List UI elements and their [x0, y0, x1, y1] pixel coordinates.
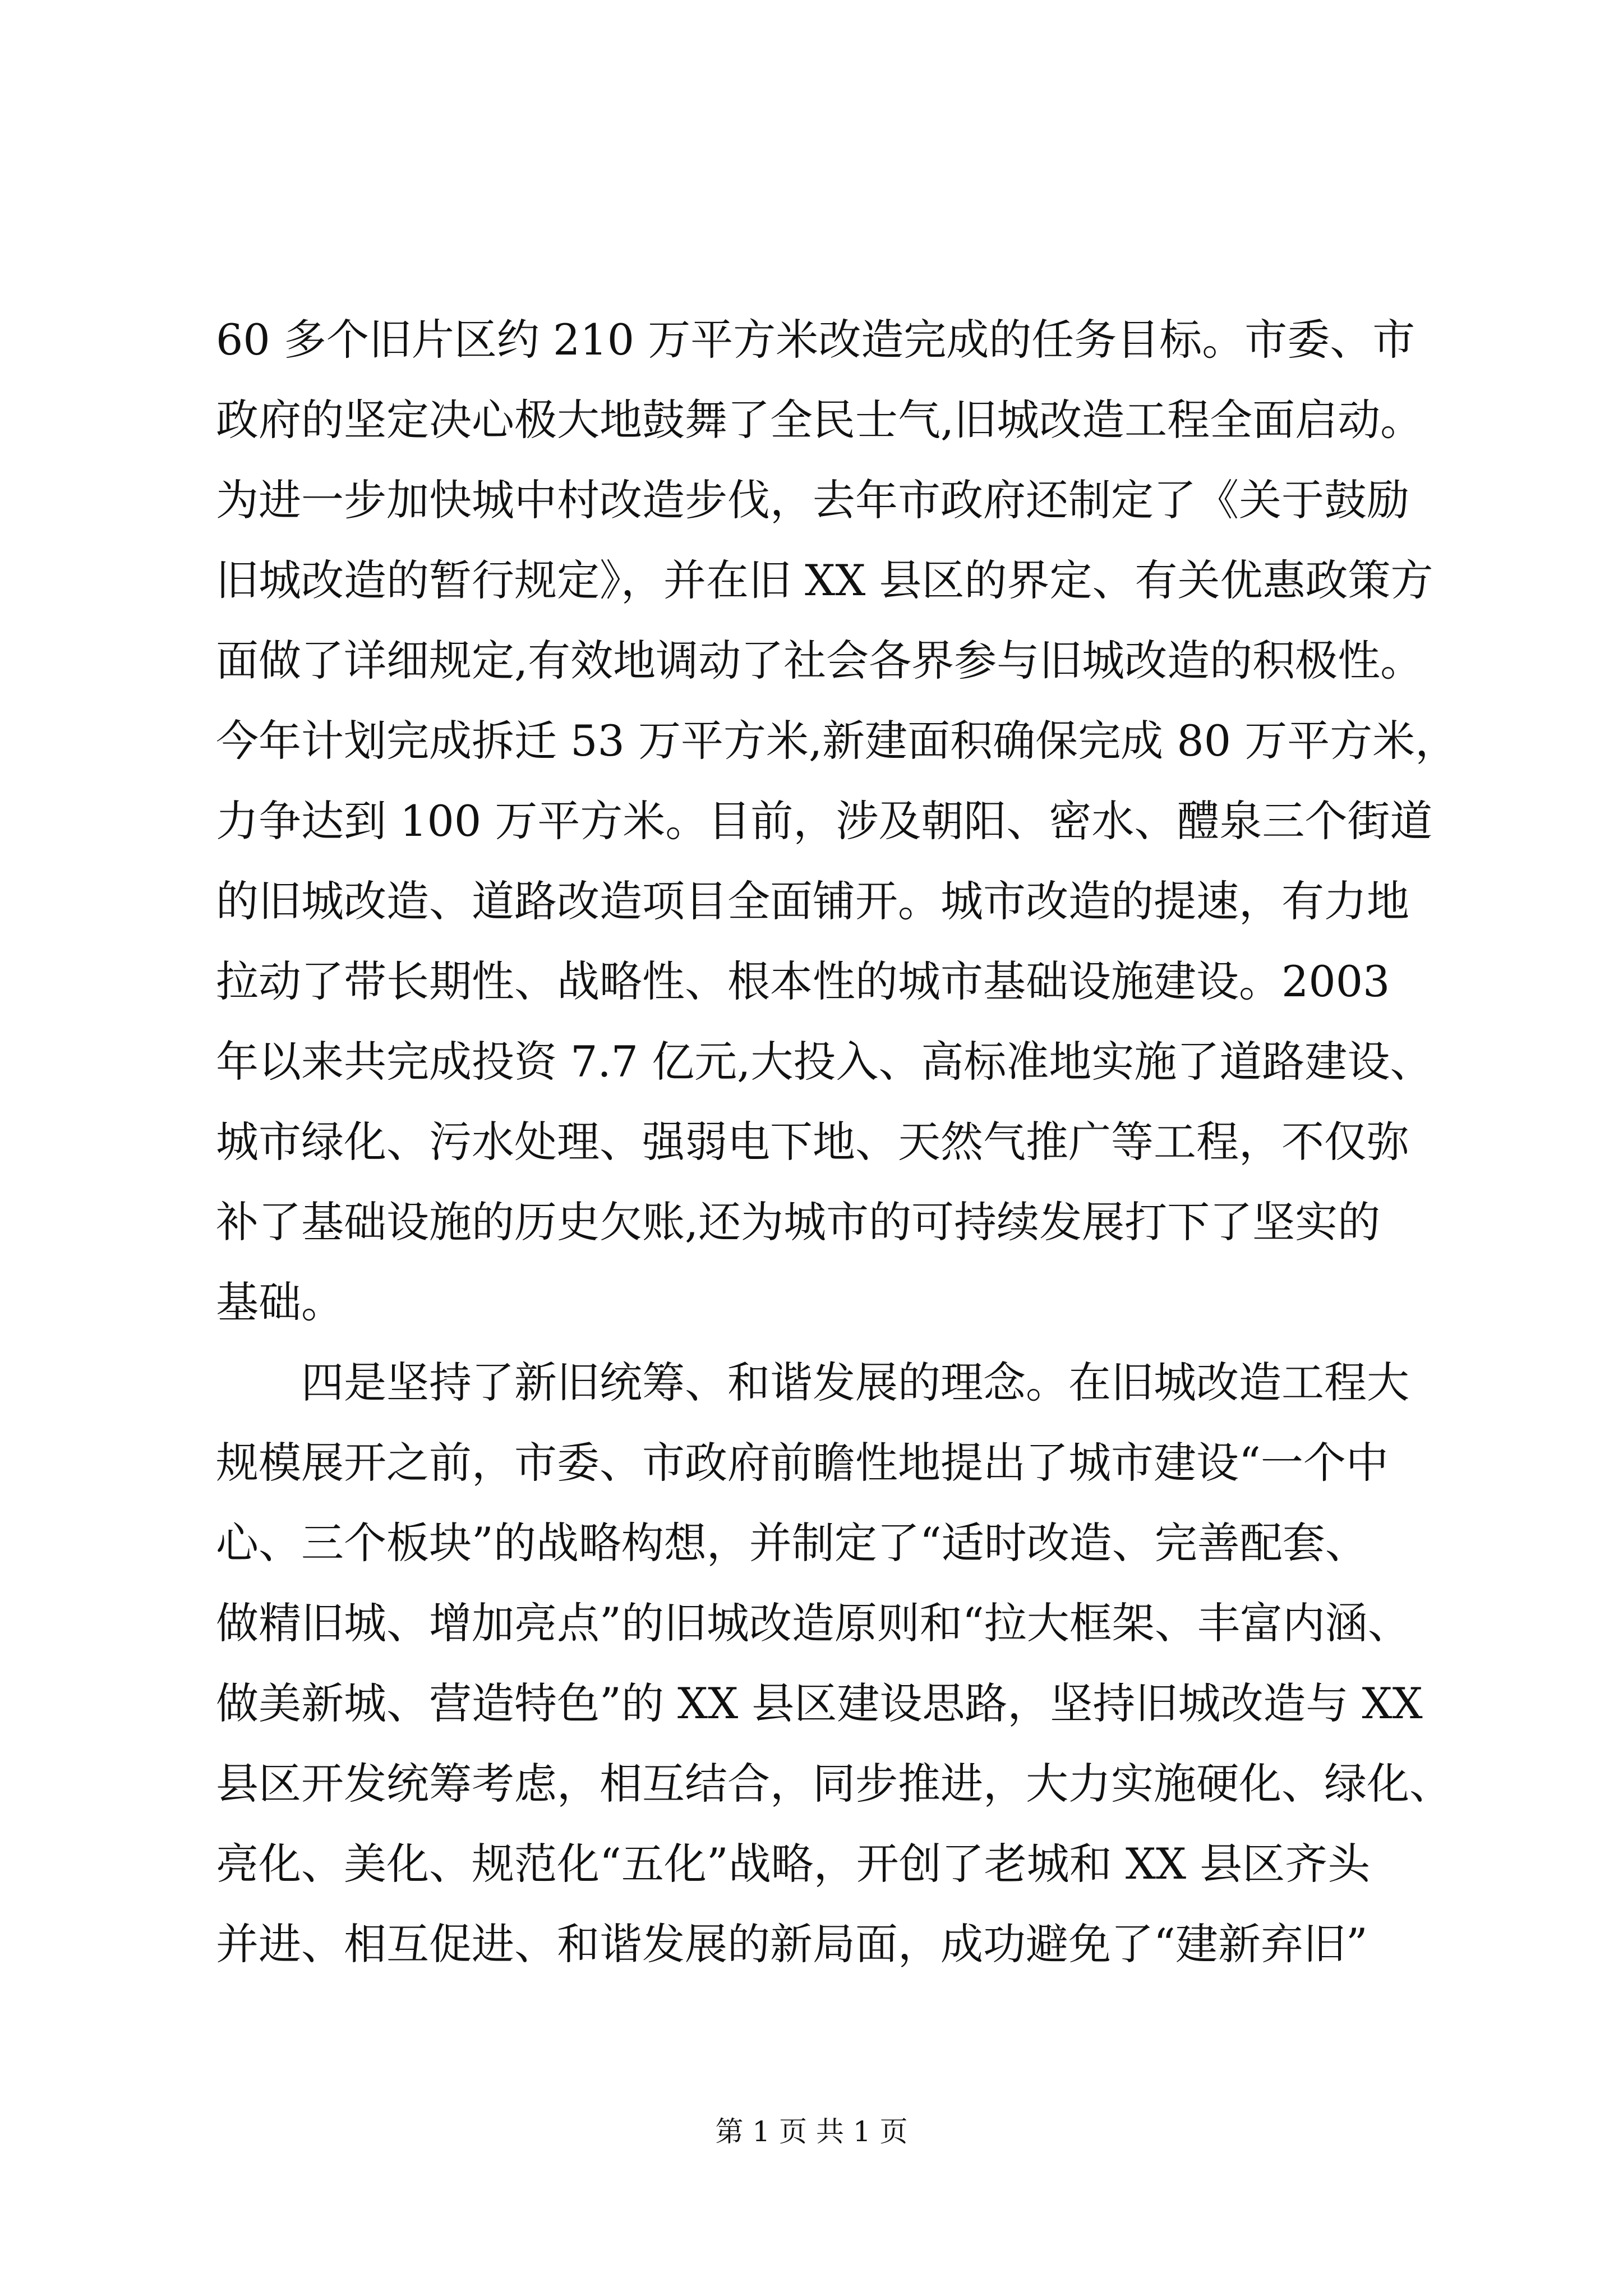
text-line: 做精旧城、增加亮点”的旧城改造原则和“拉大框架、丰富内涵、: [216, 1598, 1410, 1648]
text-line: 政府的坚定决心极大地鼓舞了全民士气,旧城改造工程全面启动。: [216, 395, 1423, 445]
text-line: 今年计划完成拆迁 53 万平方米,新建面积确保完成 80 万平方米，: [216, 716, 1458, 766]
text-line: 亮化、美化、规范化“五化”战略，开创了老城和 XX 县区齐头: [216, 1839, 1371, 1889]
body-text: [216, 300, 1506, 1984]
text-line: 60 多个旧片区约 210 万平方米改造完成的任务目标。市委、市: [216, 315, 1415, 365]
text-line: 心、三个板块”的战略构想，并制定了“适时改造、完善配套、: [216, 1518, 1368, 1568]
text-line: 旧城改造的暂行规定》，并在旧 XX 县区的界定、有关优惠政策方: [216, 555, 1433, 605]
text-line: 规模展开之前，市委、市政府前瞻性地提出了城市建设“一个中: [216, 1438, 1389, 1488]
page-footer: 第 1 页 共 1 页: [715, 2115, 908, 2148]
text-line: 城市绿化、污水处理、强弱电下地、天然气推广等工程，不仅弥: [216, 1117, 1409, 1167]
text-line: 力争达到 100 万平方米。目前，涉及朝阳、密水、醴泉三个街道: [216, 796, 1433, 846]
text-line: 做美新城、营造特色”的 XX 县区建设思路，坚持旧城改造与 XX: [216, 1678, 1423, 1728]
text-line: 基础。: [216, 1277, 344, 1327]
text-line: 的旧城改造、道路改造项目全面铺开。城市改造的提速，有力地: [216, 876, 1409, 926]
text-line: 为进一步加快城中村改造步伐，去年市政府还制定了《关于鼓励: [216, 475, 1409, 525]
text-line: 并进、相互促进、和谐发展的新局面，成功避免了“建新弃旧”: [216, 1919, 1368, 1969]
text-line: 面做了详细规定,有效地调动了社会各界参与旧城改造的积极性。: [216, 636, 1423, 685]
paragraph-first-line: 四是坚持了新旧统筹、和谐发展的理念。在旧城改造工程大: [301, 1358, 1409, 1407]
text-line: 年以来共完成投资 7.7 亿元,大投入、高标准地实施了道路建设、: [216, 1037, 1433, 1087]
text-line: 补了基础设施的历史欠账,还为城市的可持续发展打下了坚实的: [216, 1197, 1381, 1247]
text-line: 拉动了带长期性、战略性、根本性的城市基础设施建设。2003: [216, 956, 1390, 1006]
text-line: 县区开发统筹考虑，相互结合，同步推进，大力实施硬化、绿化、: [216, 1759, 1452, 1809]
